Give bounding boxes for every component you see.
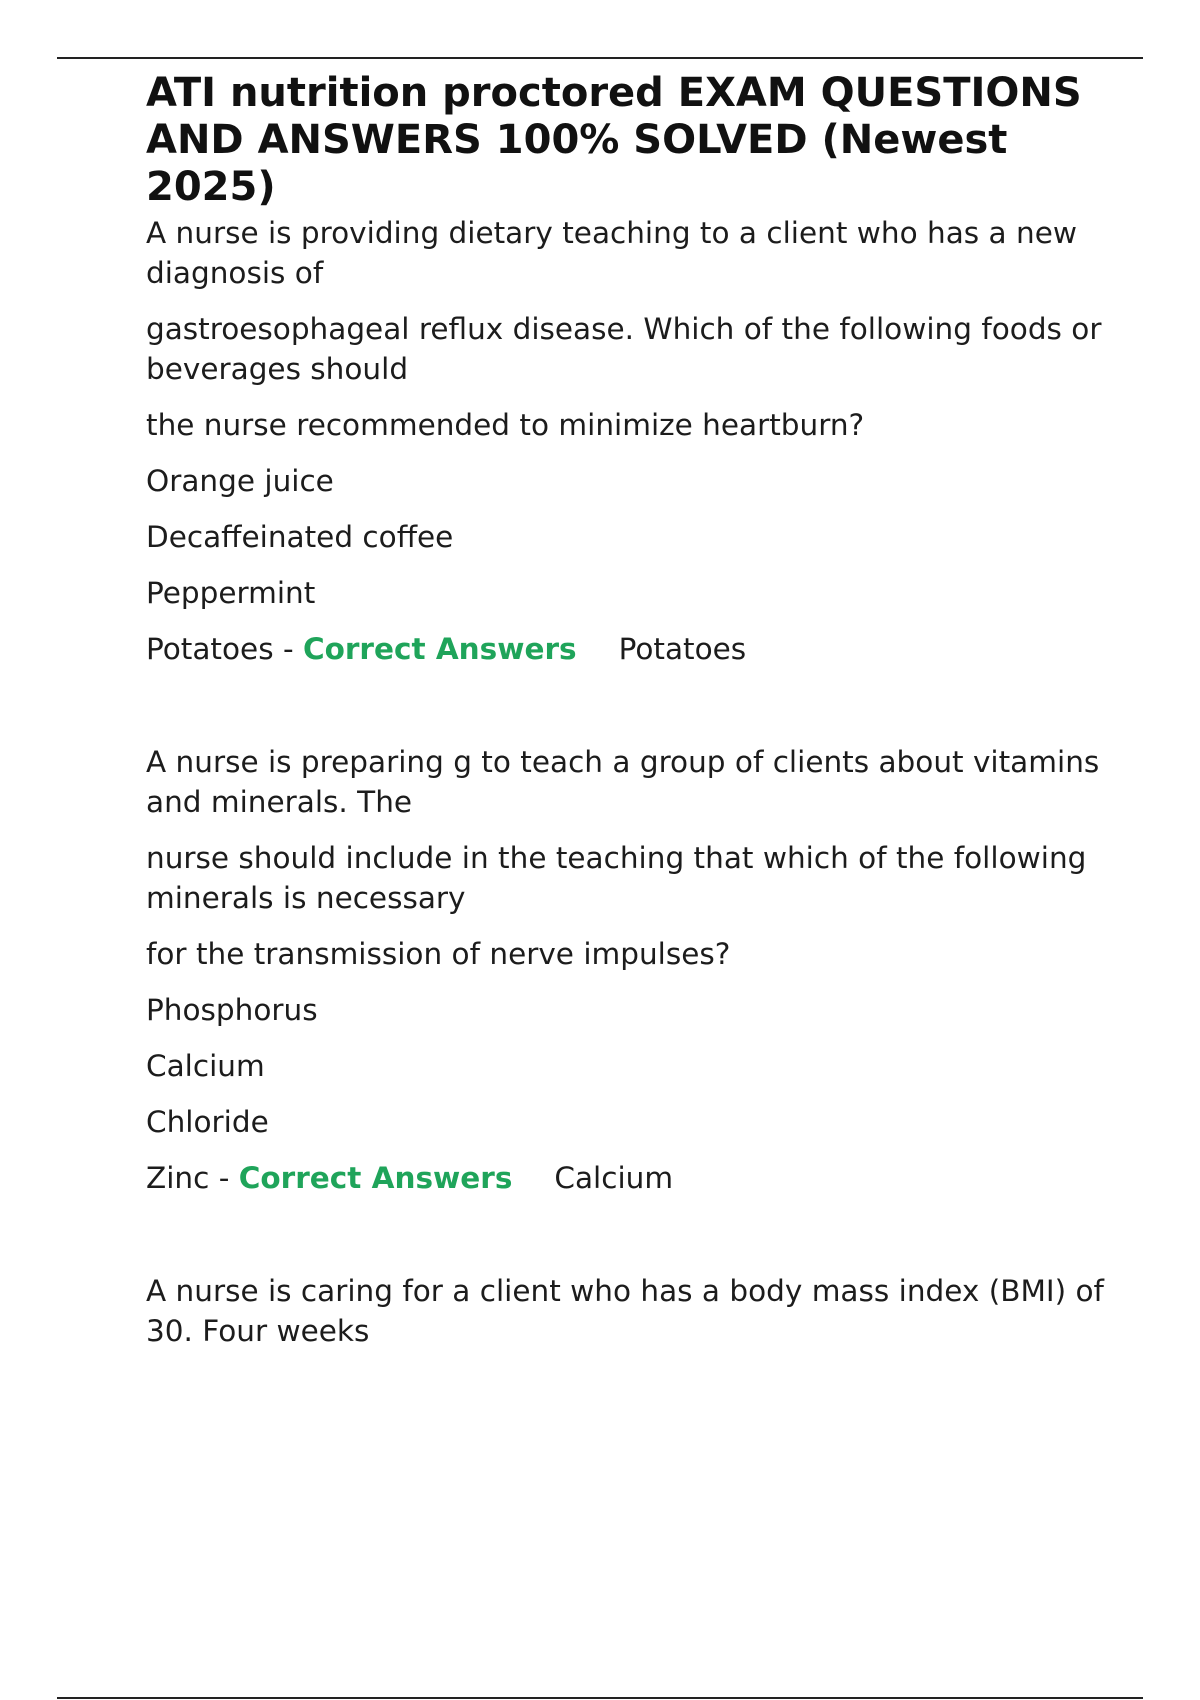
correct-answers-label: Correct Answers bbox=[238, 1161, 513, 1195]
correct-answer-value: Potatoes bbox=[618, 632, 747, 666]
correct-answers-label: Correct Answers bbox=[302, 632, 577, 666]
document-title: ATI nutrition proctored EXAM QUESTIONS AND ANSWERS 100% SOLVED (Newest 2025) bbox=[146, 70, 1082, 210]
question-text-line: nurse should include in the teaching that which of the following minerals is necessary bbox=[146, 841, 1087, 915]
last-option: Potatoes - bbox=[146, 632, 303, 666]
last-option: Zinc - bbox=[146, 1161, 239, 1195]
answer-option: Calcium bbox=[146, 1049, 265, 1083]
document-body bbox=[146, 70, 1106, 1367]
bottom-rule bbox=[57, 1697, 1143, 1699]
question-text-line: the nurse recommended to minimize heartburn? bbox=[146, 408, 865, 442]
question-3 bbox=[146, 1271, 1106, 1351]
answer-option: Peppermint bbox=[146, 576, 316, 610]
answer-option: Chloride bbox=[146, 1105, 269, 1139]
question-text-line: A nurse is caring for a client who has a body mass index (BMI) of 30. Four weeks bbox=[146, 1274, 1104, 1348]
question-text-line: gastroesophageal reflux disease. Which of the following foods or beverages should bbox=[146, 312, 1102, 386]
answer-option: Orange juice bbox=[146, 464, 334, 498]
answer-option: Phosphorus bbox=[146, 993, 318, 1027]
spacer bbox=[146, 669, 1106, 742]
question-2 bbox=[146, 742, 1106, 1198]
answer-key-line bbox=[146, 629, 1106, 669]
question-text-line: A nurse is preparing g to teach a group of clients about vitamins and minerals. The bbox=[146, 745, 1100, 819]
answer-option: Decaffeinated coffee bbox=[146, 520, 454, 554]
top-rule bbox=[57, 57, 1143, 59]
spacer bbox=[146, 1198, 1106, 1271]
question-text-line: A nurse is providing dietary teaching to a client who has a new diagnosis of bbox=[146, 216, 1077, 290]
answer-key-line bbox=[146, 1158, 1106, 1198]
question-1 bbox=[146, 213, 1106, 669]
correct-answer-value: Calcium bbox=[554, 1161, 674, 1195]
question-text-line: for the transmission of nerve impulses? bbox=[146, 937, 731, 971]
